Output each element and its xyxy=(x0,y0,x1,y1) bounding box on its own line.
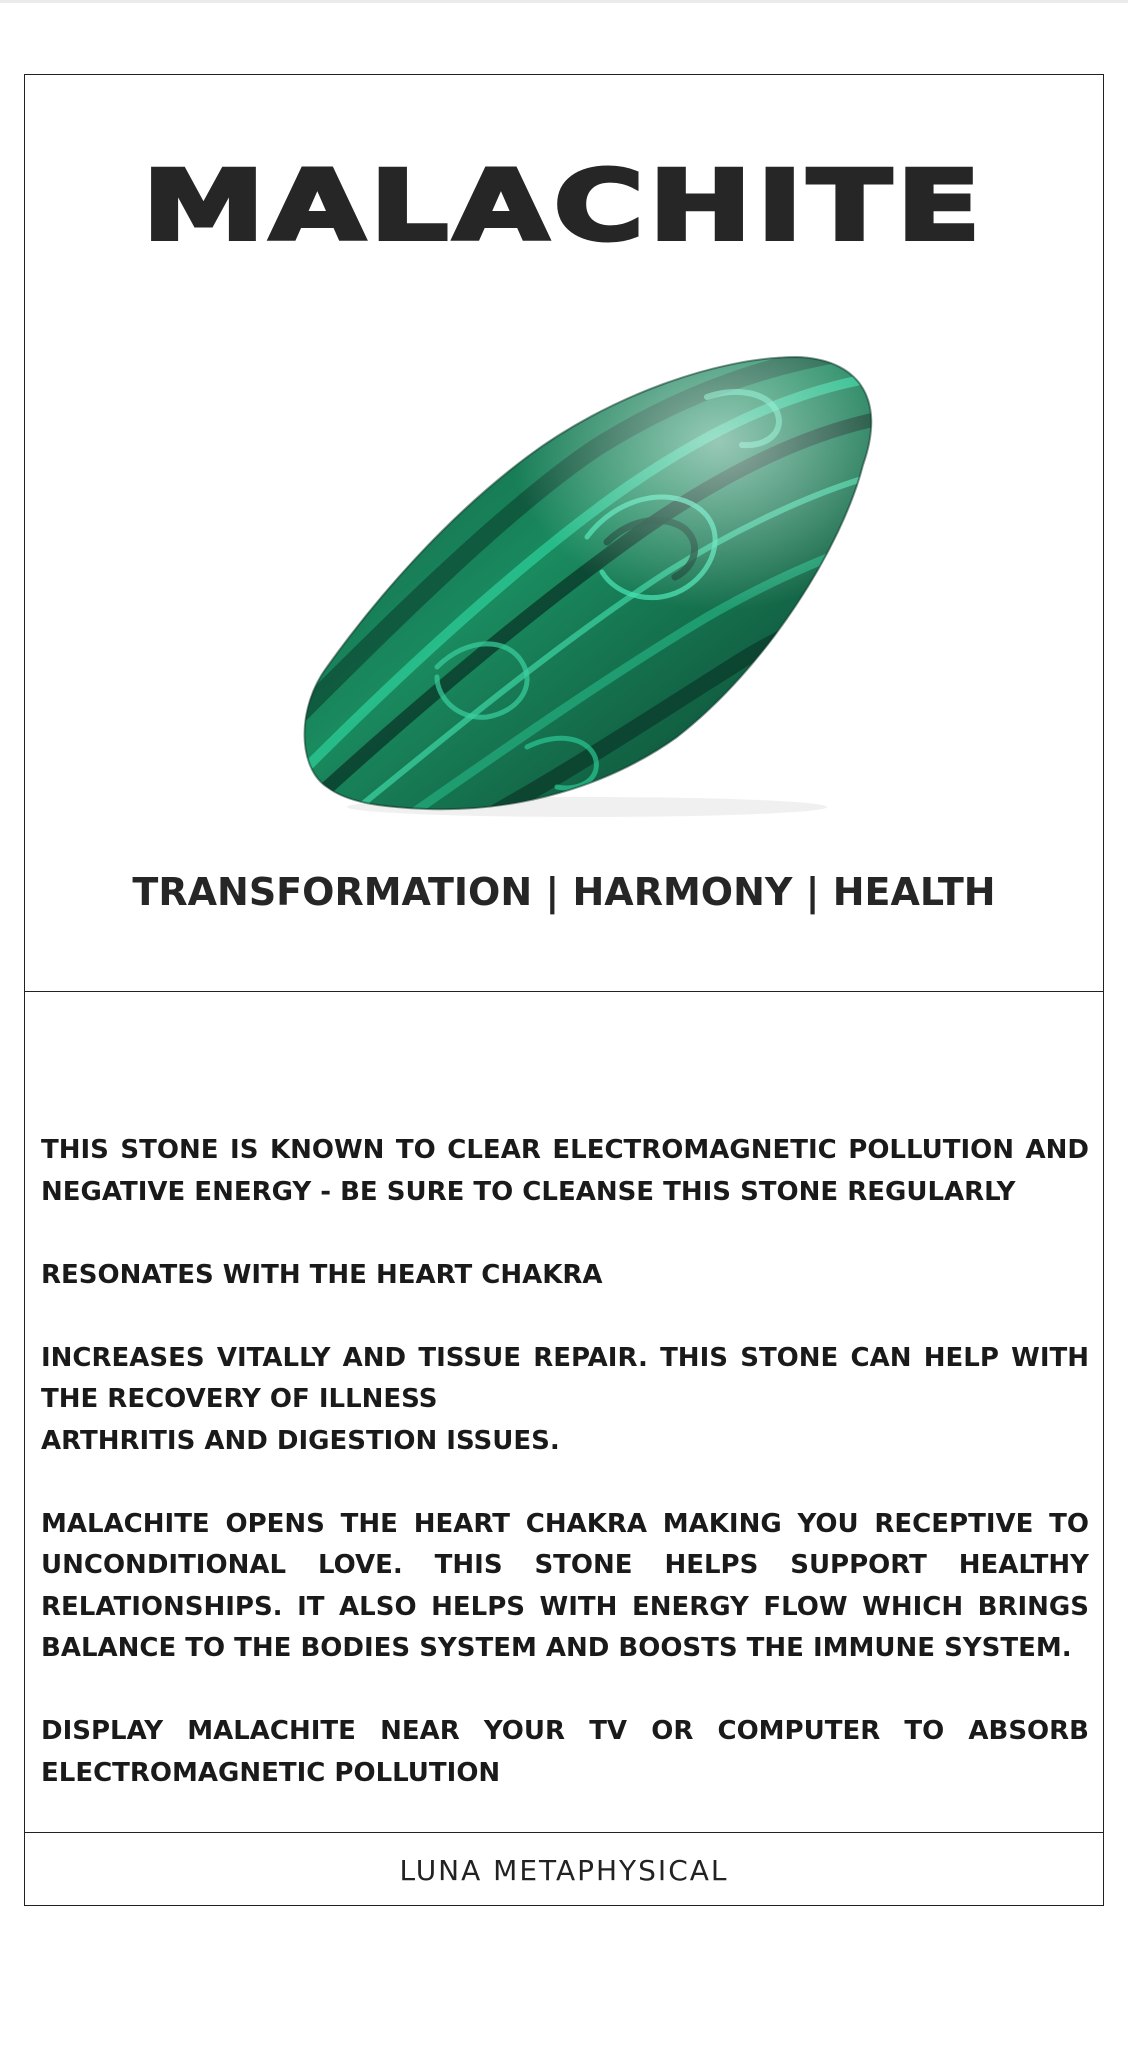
paragraph-line: DISPLAY MALACHITE NEAR YOUR TV OR COMPUTER TO ABSORB ELECTROMAGNETIC POLLUTION xyxy=(41,1716,1089,1788)
paragraph-line: INCREASES VITALLY AND TISSUE REPAIR. THIS STONE CAN HELP WITH THE RECOVERY OF ILLNESS xyxy=(41,1342,1089,1414)
description-text xyxy=(41,1130,1089,1794)
card-header-section xyxy=(25,75,1103,992)
description-paragraph xyxy=(41,1711,1089,1794)
stone-tagline: TRANSFORMATION | HARMONY | HEALTH xyxy=(132,870,996,914)
description-paragraph xyxy=(41,1338,1089,1463)
top-edge-bar xyxy=(0,0,1128,3)
paragraph-line: MALACHITE OPENS THE HEART CHAKRA MAKING YOU RECEPTIVE TO UNCONDITIONAL LOVE. THIS STONE HELPS SUPPORT HEALTHY RELATIONSHIPS. IT ALSO HELPS WITH ENERGY FLOW WHICH BRINGS BALANCE TO THE BODIES SYSTEM AND BOOSTS THE IMMUNE SYSTEM. xyxy=(41,1508,1089,1663)
paragraph-line: RESONATES WITH THE HEART CHAKRA xyxy=(41,1259,603,1290)
description-paragraph xyxy=(41,1255,1089,1297)
paragraph-line: ARTHRITIS AND DIGESTION ISSUES. xyxy=(41,1425,560,1456)
description-paragraph xyxy=(41,1130,1089,1213)
stone-title: MALACHITE xyxy=(142,150,986,262)
description-paragraph xyxy=(41,1504,1089,1670)
crystal-card xyxy=(24,74,1104,1906)
malachite-stone-icon xyxy=(287,337,887,817)
paragraph-line: THIS STONE IS KNOWN TO CLEAR ELECTROMAGNETIC POLLUTION AND NEGATIVE ENERGY - BE SURE TO CLEANSE THIS STONE REGULARLY xyxy=(41,1135,1089,1207)
description-section xyxy=(25,992,1103,1833)
brand-name: LUNA METAPHYSICAL xyxy=(399,1853,729,1887)
card-footer xyxy=(25,1833,1103,1907)
